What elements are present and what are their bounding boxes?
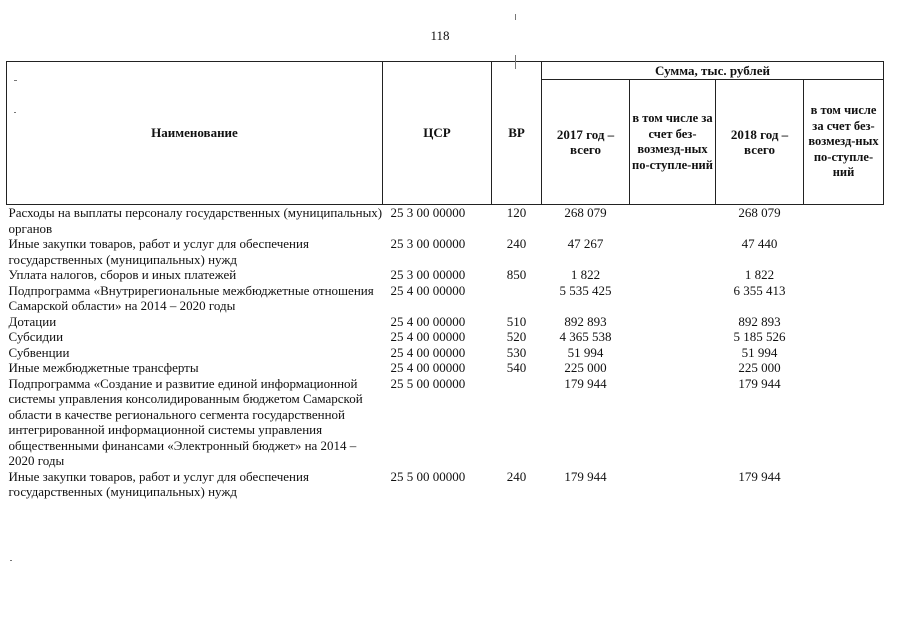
row-2017-total: 268 079 xyxy=(564,205,607,220)
row-vr: 240 xyxy=(506,468,527,484)
row-2018-total: 179 944 xyxy=(738,468,781,484)
row-name: Подпрограмма «Внутрирегиональные межбюджетные отношения Самарской области» на 2014 – 2020 годы xyxy=(8,282,374,313)
row-2017-total: 47 267 xyxy=(567,236,604,251)
row-csr: 25 3 00 00000 xyxy=(390,205,466,220)
header-vr: ВР xyxy=(492,62,542,205)
row-2017-total: 179 944 xyxy=(564,375,607,391)
row-csr: 25 4 00 00000 xyxy=(390,282,466,298)
row-2017-total: 1 822 xyxy=(570,267,601,282)
scan-speck xyxy=(14,112,16,113)
row-2017-free xyxy=(630,236,716,267)
row-csr: 25 5 00 00000 xyxy=(390,375,466,391)
scan-speck xyxy=(515,55,516,69)
row-2017-total: 4 365 538 xyxy=(559,329,612,344)
row-csr: 25 4 00 00000 xyxy=(390,344,466,360)
row-2018-free xyxy=(804,376,884,469)
row-2017-total: 225 000 xyxy=(564,360,607,375)
row-csr: 25 4 00 00000 xyxy=(390,313,466,329)
row-2017-free xyxy=(630,329,716,345)
row-csr: 25 3 00 00000 xyxy=(390,236,466,251)
row-csr: 25 4 00 00000 xyxy=(390,329,466,344)
row-name: Уплата налогов, сборов и иных платежей xyxy=(8,267,237,282)
row-vr xyxy=(492,376,542,469)
row-2017-free xyxy=(630,267,716,283)
row-vr: 530 xyxy=(506,344,527,360)
row-2018-free xyxy=(804,267,884,283)
row-2018-free xyxy=(804,469,884,500)
row-2017-free xyxy=(630,314,716,330)
row-2018-free xyxy=(804,283,884,314)
row-2017-free xyxy=(630,345,716,361)
row-vr: 120 xyxy=(506,205,527,220)
header-2017-total: 2017 год – всего xyxy=(542,80,630,205)
row-name: Подпрограмма «Создание и развитие единой информационной системы управления консолидированным бюджетом Самарской области в качестве регионального сегмента государственной интегрированной информационной системы управления общественными финансами «Электронный бюджет» на 2014 – 2020 годы xyxy=(8,375,363,468)
row-vr: 850 xyxy=(506,267,527,282)
scan-speck xyxy=(14,80,17,81)
header-csr: ЦСР xyxy=(383,62,492,205)
row-name: Иные межбюджетные трансферты xyxy=(8,360,199,375)
table-row xyxy=(7,283,884,314)
table-row xyxy=(7,205,884,237)
scan-speck xyxy=(515,14,516,20)
row-2018-total: 892 893 xyxy=(738,313,781,329)
row-2018-free xyxy=(804,345,884,361)
row-2017-free xyxy=(630,376,716,469)
row-2018-free xyxy=(804,236,884,267)
header-name: Наименование xyxy=(7,62,383,205)
row-2017-free xyxy=(630,360,716,376)
row-name: Субвенции xyxy=(8,344,70,360)
row-2017-total: 51 994 xyxy=(567,344,604,360)
row-2017-free xyxy=(630,469,716,500)
table-row xyxy=(7,314,884,330)
row-csr: 25 4 00 00000 xyxy=(390,360,466,375)
row-vr xyxy=(492,283,542,314)
row-2017-total: 892 893 xyxy=(564,313,607,329)
table-header xyxy=(7,62,884,205)
table-body xyxy=(7,205,884,500)
row-2018-free xyxy=(804,329,884,345)
table-row xyxy=(7,329,884,345)
row-vr: 520 xyxy=(506,329,527,344)
row-vr: 240 xyxy=(506,236,527,251)
budget-table xyxy=(6,61,884,500)
row-2017-total: 179 944 xyxy=(564,468,607,484)
row-name: Иные закупки товаров, работ и услуг для обеспечения государственных (муниципальных) нужд xyxy=(8,236,309,267)
table-row xyxy=(7,376,884,469)
table-row xyxy=(7,267,884,283)
row-2017-free xyxy=(630,205,716,237)
row-2018-total: 51 994 xyxy=(741,344,778,360)
row-2017-total: 5 535 425 xyxy=(559,282,612,298)
scan-speck xyxy=(10,560,12,561)
row-name: Расходы на выплаты персоналу государственных (муниципальных) органов xyxy=(8,205,383,236)
row-2018-total: 47 440 xyxy=(741,236,778,251)
table-row xyxy=(7,469,884,500)
row-2018-total: 225 000 xyxy=(738,360,781,375)
row-2018-total: 179 944 xyxy=(738,375,781,391)
header-2018-total: 2018 год – всего xyxy=(716,80,804,205)
row-name: Иные закупки товаров, работ и услуг для обеспечения государственных (муниципальных) нужд xyxy=(8,468,309,499)
page-number: 118 xyxy=(430,28,450,43)
row-2018-free xyxy=(804,360,884,376)
header-sum-group: Сумма, тыс. рублей xyxy=(542,62,884,80)
row-name: Субсидии xyxy=(8,329,64,344)
row-2018-total: 5 185 526 xyxy=(733,329,786,344)
row-name: Дотации xyxy=(8,313,57,329)
row-2018-total: 1 822 xyxy=(744,267,775,282)
header-2018-free: в том числе за счет без-возмезд-ных по-ступле-ний xyxy=(804,80,884,205)
row-2018-free xyxy=(804,205,884,237)
table-row xyxy=(7,236,884,267)
row-2018-total: 6 355 413 xyxy=(733,282,786,298)
row-2018-total: 268 079 xyxy=(738,205,781,220)
header-2017-free: в том числе за счет без-возмезд-ных по-ступле-ний xyxy=(630,80,716,205)
table-row xyxy=(7,360,884,376)
table-row xyxy=(7,345,884,361)
row-vr: 510 xyxy=(506,313,527,329)
row-vr: 540 xyxy=(506,360,527,375)
row-2017-free xyxy=(630,283,716,314)
row-csr: 25 3 00 00000 xyxy=(390,267,466,282)
row-2018-free xyxy=(804,314,884,330)
row-csr: 25 5 00 00000 xyxy=(390,468,466,484)
